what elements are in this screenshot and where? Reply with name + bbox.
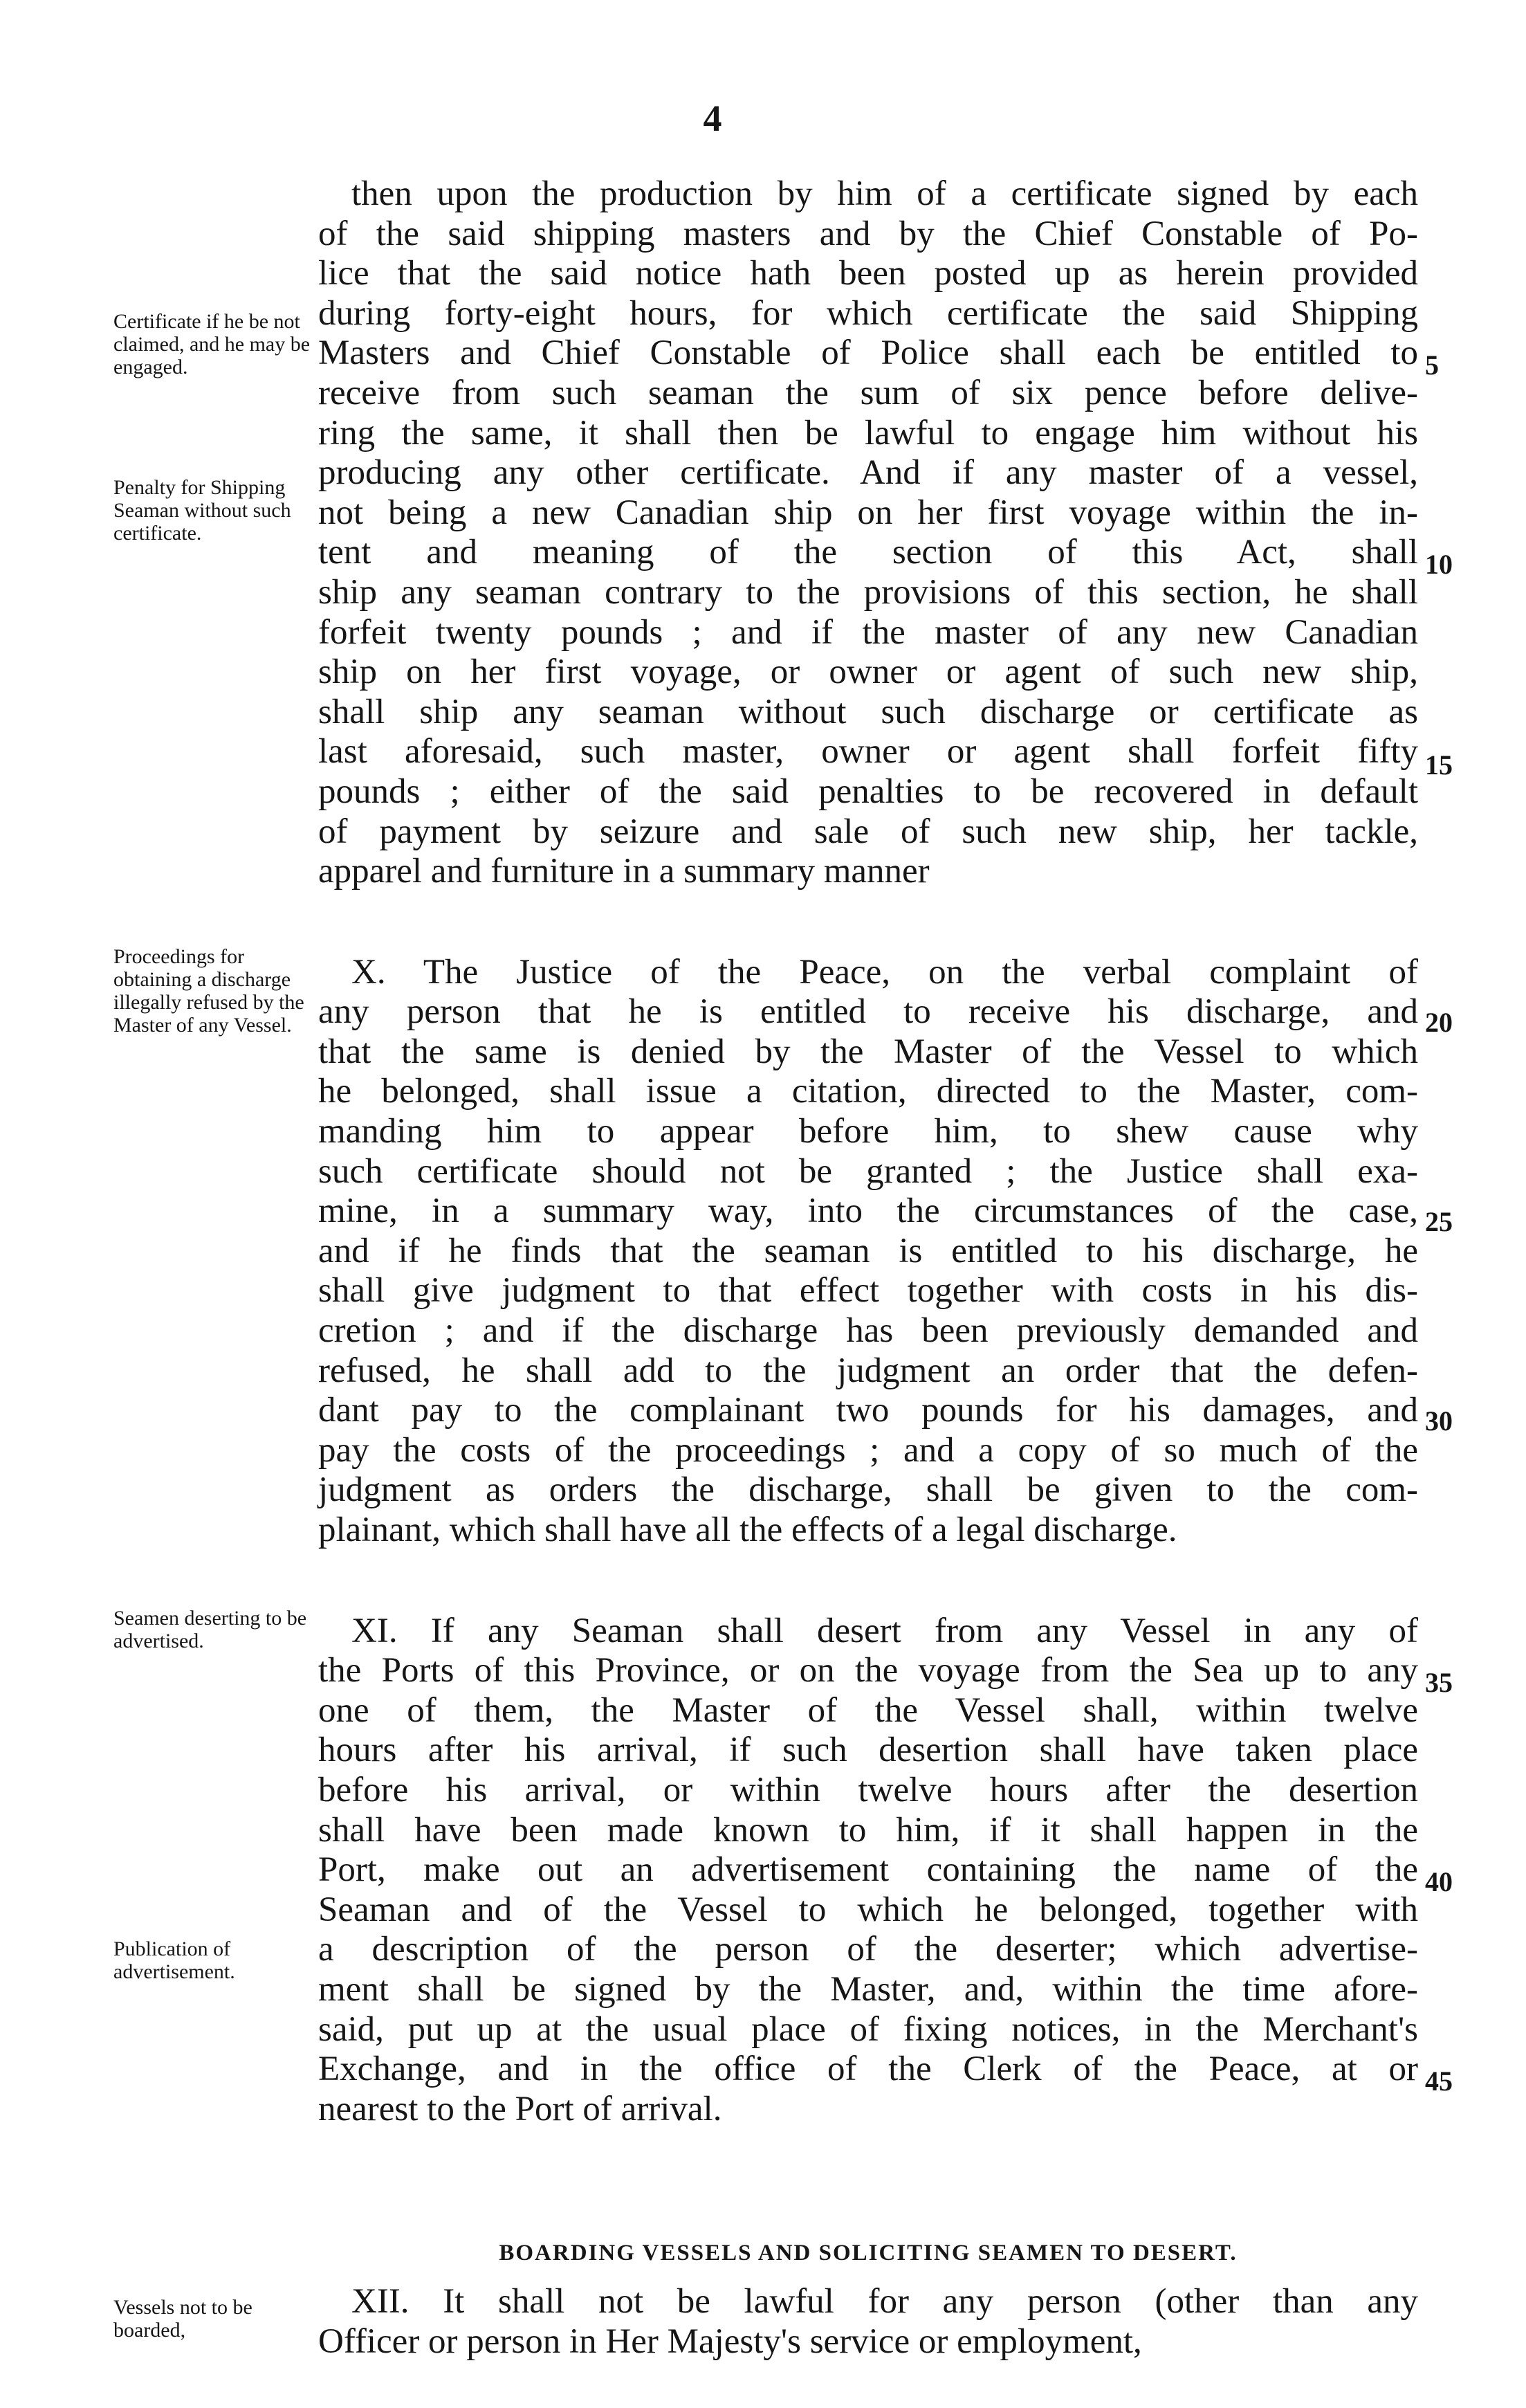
- line-number: 20: [1425, 1007, 1453, 1038]
- text-line: during forty-eight hours, for which certificate the said Shipping: [318, 293, 1418, 333]
- text-line: that the same is denied by the Master of the Vessel to which: [318, 1032, 1418, 1071]
- margin-note: Seamen deserting to be advertised.: [113, 1607, 307, 1652]
- paragraph: [318, 174, 1418, 892]
- text-line: Port, make out an advertisement containing the name of the: [318, 1850, 1418, 1890]
- margin-note: Vessels not to be boarded,: [113, 2296, 252, 2342]
- line-number: 45: [1425, 2065, 1453, 2097]
- text-line: before his arrival, or within twelve hours after the desertion: [318, 1770, 1418, 1809]
- text-line: hours after his arrival, if such desertion shall have taken place: [318, 1731, 1418, 1770]
- text-line: apparel and furniture in a summary manner: [318, 852, 930, 891]
- text-line: nearest to the Port of arrival.: [318, 2089, 722, 2128]
- text-line: shall ship any seaman without such discharge or certificate as: [318, 692, 1418, 731]
- line-number: 30: [1425, 1405, 1453, 1436]
- text-line: Masters and Chief Constable of Police shall each be entitled to: [318, 334, 1418, 373]
- text-line: said, put up at the usual place of fixing notices, in the Merchant's: [318, 2009, 1418, 2049]
- text-line: of payment by seizure and sale of such new ship, her tackle,: [318, 812, 1418, 851]
- text-line: ship on her first voyage, or owner or agent of such new ship,: [318, 653, 1418, 692]
- text-line: mine, in a summary way, into the circumstances of the case,: [318, 1192, 1418, 1231]
- section-heading: BOARDING VESSELS AND SOLICITING SEAMEN TO DESERT.: [499, 2241, 1238, 2265]
- text-line: ment shall be signed by the Master, and, within the time afore-: [318, 1969, 1418, 2009]
- paragraph: [318, 2282, 1418, 2362]
- text-line: Exchange, and in the office of the Clerk of the Peace, at or: [318, 2050, 1418, 2089]
- text-line: pay the costs of the proceedings ; and a copy of so much of the: [318, 1430, 1418, 1470]
- text-line: XII. It shall not be lawful for any person (other than any: [351, 2282, 1418, 2321]
- text-line: he belonged, shall issue a citation, directed to the Master, com-: [318, 1072, 1418, 1111]
- text-line: Seaman and of the Vessel to which he belonged, together with: [318, 1890, 1418, 1929]
- text-line: shall give judgment to that effect together with costs in his dis-: [318, 1271, 1418, 1311]
- text-line: refused, he shall add to the judgment an order that the defen-: [318, 1351, 1418, 1390]
- text-line: such certificate should not be granted ; the Justice shall exa-: [318, 1151, 1418, 1191]
- text-line: a description of the person of the deserter; which advertise-: [318, 1930, 1418, 1969]
- line-number: 25: [1425, 1206, 1453, 1237]
- text-line: receive from such seaman the sum of six pence before delive-: [318, 373, 1418, 412]
- line-number: 15: [1425, 749, 1453, 781]
- text-line: the Ports of this Province, or on the voyage from the Sea up to any: [318, 1651, 1418, 1690]
- text-line: producing any other certificate. And if any master of a vessel,: [318, 453, 1418, 493]
- text-line: ship any seaman contrary to the provisions of this section, he shall: [318, 572, 1418, 612]
- text-line: one of them, the Master of the Vessel shall, within twelve: [318, 1690, 1418, 1730]
- text-line: XI. If any Seaman shall desert from any Vessel in any of: [351, 1611, 1418, 1650]
- line-number: 10: [1425, 549, 1453, 580]
- paragraph: [318, 1612, 1418, 2130]
- text-line: not being a new Canadian ship on her first voyage within the in-: [318, 493, 1418, 532]
- text-line: plainant, which shall have all the effects of a legal discharge.: [318, 1511, 1177, 1549]
- text-line: shall have been made known to him, if it shall happen in the: [318, 1810, 1418, 1850]
- text-line: then upon the production by him of a certificate signed by each: [351, 174, 1418, 213]
- text-line: last aforesaid, such master, owner or agent shall forfeit fifty: [318, 732, 1418, 772]
- text-line: manding him to appear before him, to shew cause why: [318, 1112, 1418, 1151]
- text-line: any person that he is entitled to receive his discharge, and: [318, 992, 1418, 1032]
- text-line: ring the same, it shall then be lawful to engage him without his: [318, 413, 1418, 453]
- text-line: X. The Justice of the Peace, on the verbal complaint of: [351, 952, 1418, 992]
- margin-note: Penalty for Shipping Seaman without such certificate.: [113, 476, 291, 545]
- text-line: forfeit twenty pounds ; and if the master of any new Canadian: [318, 612, 1418, 652]
- line-number: 40: [1425, 1866, 1453, 1897]
- paragraph: [318, 953, 1418, 1551]
- page-number: 4: [703, 98, 722, 139]
- margin-note: Certificate if he be not claimed, and he may be engaged.: [113, 310, 311, 378]
- text-line: judgment as orders the discharge, shall be given to the com-: [318, 1470, 1418, 1510]
- line-number: 35: [1425, 1667, 1453, 1698]
- text-line: of the said shipping masters and by the Chief Constable of Po-: [318, 214, 1418, 253]
- text-line: dant pay to the complainant two pounds for his damages, and: [318, 1391, 1418, 1430]
- text-line: Officer or person in Her Majesty's service or employment,: [318, 2322, 1142, 2361]
- text-line: tent and meaning of the section of this Act, shall: [318, 533, 1418, 572]
- margin-note: Publication of advertisement.: [113, 1937, 235, 1983]
- line-number: 5: [1425, 349, 1439, 381]
- text-line: pounds ; either of the said penalties to be recovered in default: [318, 772, 1418, 811]
- text-line: lice that the said notice hath been posted up as herein provided: [318, 254, 1418, 293]
- margin-note: Proceedings for obtaining a discharge illegally refused by the Master of any Vessel.: [113, 945, 304, 1037]
- text-line: and if he finds that the seaman is entitled to his discharge, he: [318, 1231, 1418, 1270]
- text-line: cretion ; and if the discharge has been previously demanded and: [318, 1311, 1418, 1351]
